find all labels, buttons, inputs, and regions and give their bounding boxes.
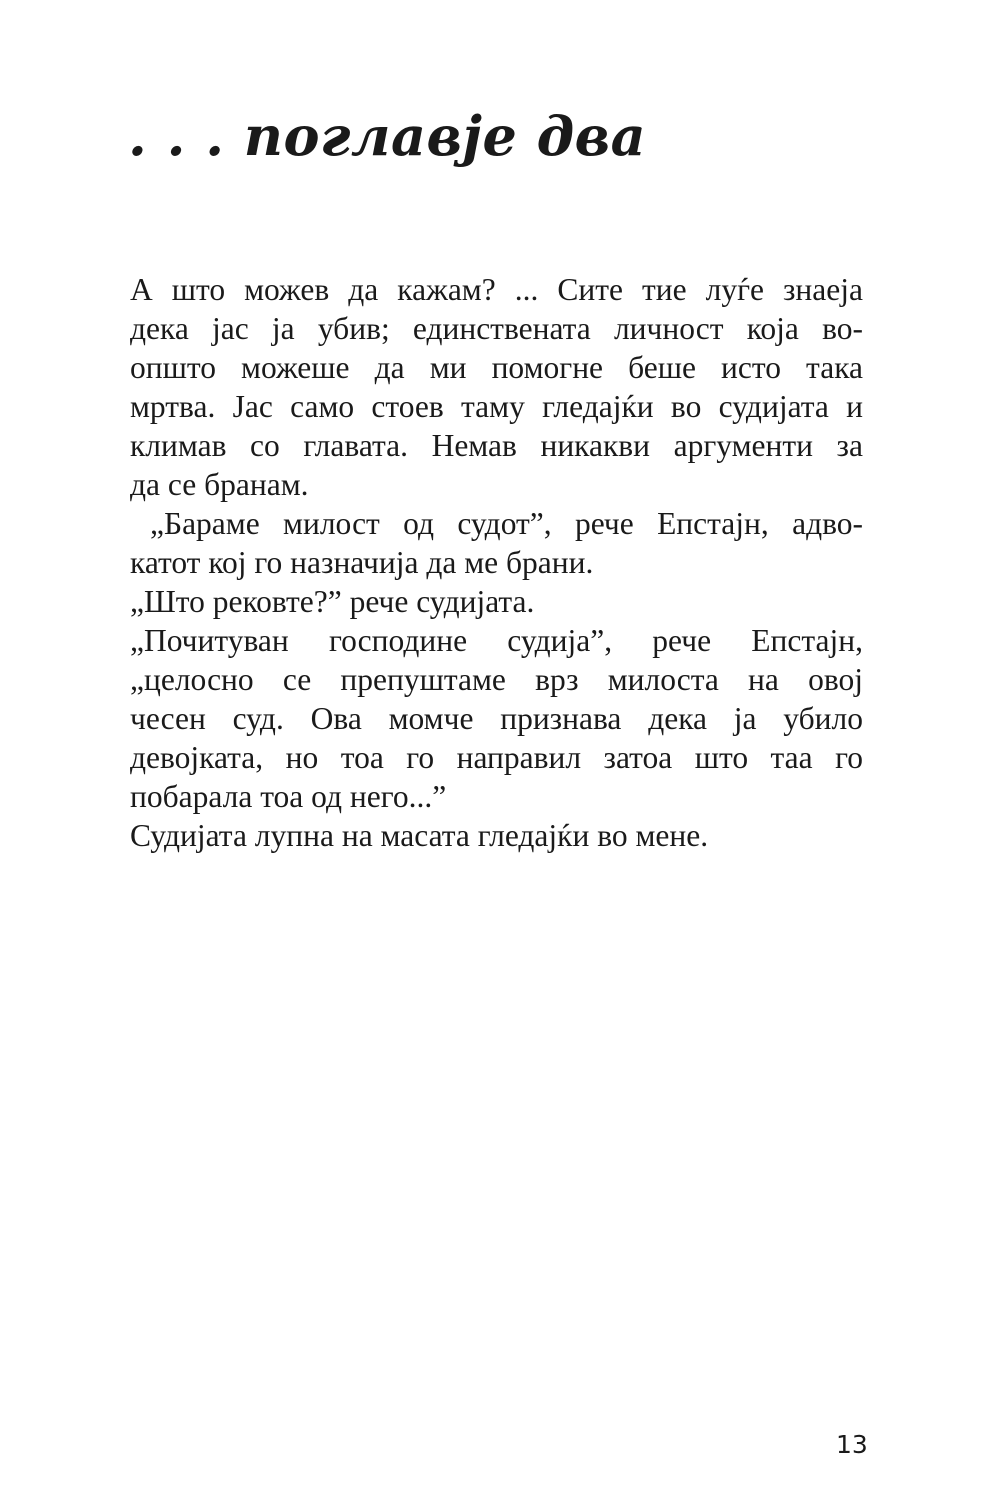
text-line: општо можеше да ми помогне беше исто така: [130, 350, 863, 385]
text-line: А што можев да кажам? ... Сите тие луѓе знаеја: [130, 272, 863, 307]
text-line: девојката, но тоа го направил затоа што таа го: [130, 740, 863, 775]
text-line: „целосно се препуштаме врз милоста на овој: [130, 662, 863, 697]
body-text: [130, 270, 863, 855]
text-line: „Бараме милост од судот”, рече Епстајн, адво-: [150, 506, 863, 541]
text-line: „Што рековте?” рече судијата.: [130, 584, 535, 619]
text-line: мртва. Јас само стоев таму гледајќи во судијата и: [130, 389, 863, 424]
page-number: 13: [836, 1430, 868, 1459]
text-line: Судијата лупна на масата гледајќи во мене.: [130, 818, 709, 853]
text-line: чесен суд. Ова момче признава дека ја убило: [130, 701, 863, 736]
text-line: „Почитуван господине судија”, рече Епстајн,: [130, 623, 863, 658]
text-line: климав со главата. Немав никакви аргументи за: [130, 428, 863, 463]
text-line: катот кој го назначија да ме брани.: [130, 545, 594, 580]
text-line: побарала тоа од него...”: [130, 779, 447, 814]
text-line: да се бранам.: [130, 467, 309, 502]
chapter-title: . . . поглавје два: [128, 104, 647, 168]
text-line: дека јас ја убив; единствената личност која во-: [130, 311, 863, 346]
